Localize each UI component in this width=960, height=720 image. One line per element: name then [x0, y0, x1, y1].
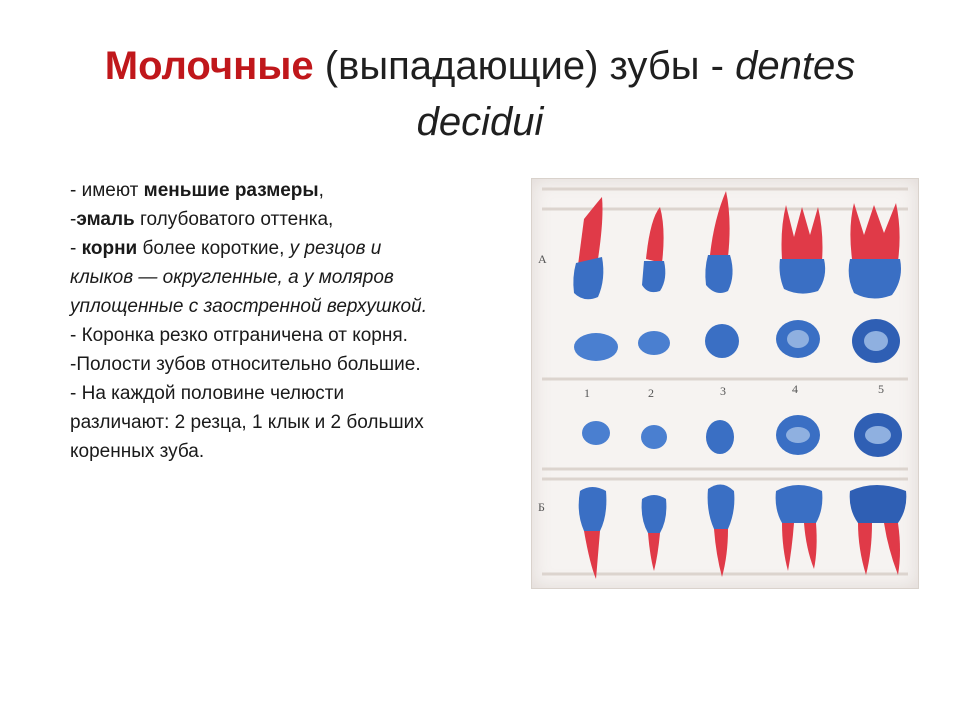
upper-tooth-3: [705, 191, 732, 293]
desc-line-7: -Полости зубов относительно большие.: [70, 354, 421, 375]
tooth-number-4: 4: [792, 382, 798, 396]
lower-tooth-5: [850, 485, 907, 575]
upper-tooth-2: [642, 207, 665, 292]
description-text: [70, 176, 510, 466]
occlusal-lower-1: [582, 421, 610, 445]
occlusal-lower-3: [706, 420, 734, 454]
title-highlight: Молочные: [104, 44, 314, 88]
lower-tooth-2: [642, 495, 667, 571]
desc-line-1: [70, 176, 510, 205]
upper-tooth-1: [573, 197, 603, 299]
lower-tooth-3: [708, 484, 735, 577]
desc-text: - имеют: [70, 180, 144, 201]
desc-line-5: [70, 292, 510, 321]
desc-line-4: [70, 263, 510, 292]
title-rest: (выпадающие) зубы -: [324, 44, 724, 88]
desc-line-6: - Коронка резко отграничена от корня.: [70, 325, 408, 346]
row-label-a: А: [538, 252, 547, 266]
desc-italic: у резцов и: [289, 238, 382, 259]
tooth-number-2: 2: [648, 386, 654, 400]
desc-italic: клыков — округленные, а у моляров: [70, 267, 394, 288]
desc-bold: меньшие размеры: [143, 180, 319, 201]
desc-line-2: [70, 205, 510, 234]
upper-tooth-4: [780, 205, 826, 294]
desc-text: голубоватого оттенка,: [134, 209, 334, 230]
teeth-drawing: [532, 179, 918, 588]
lower-tooth-1: [579, 487, 607, 579]
desc-text: более короткие,: [137, 238, 290, 259]
title-latin: dentes decidui: [416, 44, 856, 144]
desc-line-9: различают: 2 резца, 1 клык и 2 больших: [70, 412, 424, 433]
tooth-number-3: 3: [720, 384, 726, 398]
occlusal-lower-2: [641, 425, 667, 449]
desc-line-10: коренных зуба.: [70, 441, 205, 462]
occlusal-upper-3: [705, 324, 739, 358]
desc-text: -: [70, 238, 82, 259]
desc-text: ,: [318, 180, 324, 201]
desc-bold: корни: [81, 238, 138, 259]
slide-title: [60, 38, 900, 150]
occlusal-upper-2: [638, 331, 670, 355]
desc-line-3: [70, 234, 510, 263]
desc-bold: эмаль: [76, 209, 135, 230]
desc-text: -: [70, 209, 77, 230]
row-label-b: Б: [538, 500, 545, 514]
teeth-illustration: [531, 178, 919, 589]
desc-line-8: - На каждой половине челюсти: [70, 383, 345, 404]
desc-italic: уплощенные с заостренной верхушкой.: [70, 296, 427, 317]
upper-tooth-5: [849, 203, 901, 299]
tooth-number-5: 5: [878, 382, 884, 396]
tooth-number-1: 1: [584, 386, 590, 400]
lower-tooth-4: [776, 485, 823, 571]
occlusal-upper-1: [574, 333, 618, 361]
